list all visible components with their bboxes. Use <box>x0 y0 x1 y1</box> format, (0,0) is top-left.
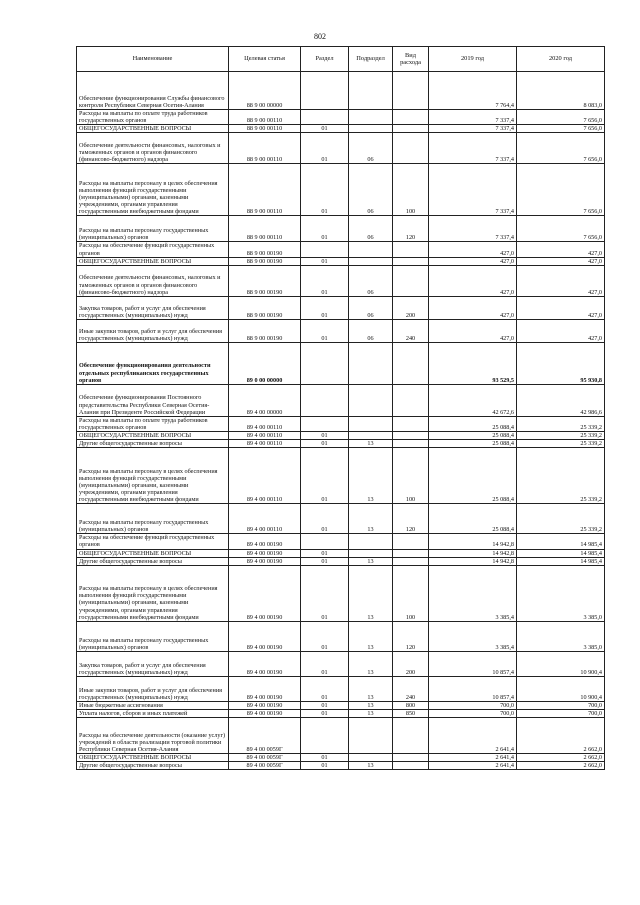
cell-2020: 42 986,6 <box>517 384 605 416</box>
cell-target-article: 89 4 00 00110 <box>229 448 301 504</box>
cell-2019: 7 337,4 <box>429 133 517 164</box>
table-row <box>77 416 605 431</box>
cell-subsection <box>349 534 393 549</box>
cell-target-article: 88 9 00 00190 <box>229 242 301 257</box>
cell-name: Расходы на выплаты персоналу государственных (муниципальных) органов <box>77 216 229 242</box>
cell-target-article: 88 9 00 00190 <box>229 265 301 296</box>
table-row <box>77 549 605 557</box>
cell-name: Расходы на обеспечение функций государственных органов <box>77 242 229 257</box>
cell-subsection: 06 <box>349 216 393 242</box>
cell-subsection: 06 <box>349 296 393 319</box>
cell-section: 01 <box>301 125 349 133</box>
cell-target-article: 88 9 00 00000 <box>229 72 301 110</box>
cell-expense-type <box>393 762 429 770</box>
cell-2020: 700,0 <box>517 709 605 717</box>
cell-name: Иные бюджетные ассигнования <box>77 701 229 709</box>
cell-2019: 25 088,4 <box>429 432 517 440</box>
cell-2019: 2 641,4 <box>429 762 517 770</box>
cell-subsection: 06 <box>349 164 393 216</box>
cell-name: Закупка товаров, работ и услуг для обеспечения государственных (муниципальных) нужд <box>77 651 229 676</box>
cell-target-article: 89 4 00 00190 <box>229 701 301 709</box>
cell-2019: 14 942,8 <box>429 557 517 565</box>
cell-2019: 10 857,4 <box>429 651 517 676</box>
header-year-2020: 2020 год <box>517 47 605 72</box>
cell-name: ОБЩЕГОСУДАРСТВЕННЫЕ ВОПРОСЫ <box>77 257 229 265</box>
cell-subsection: 13 <box>349 651 393 676</box>
cell-section: 01 <box>301 432 349 440</box>
cell-expense-type <box>393 265 429 296</box>
cell-subsection <box>349 754 393 762</box>
cell-name: Расходы на выплаты персоналу в целях обеспечения выполнения функций государственными (муниципальными) органами, казенными учреждениями, органами управления государственными внебюджетными фондами <box>77 164 229 216</box>
cell-target-article: 89 4 00 00110 <box>229 440 301 448</box>
table-row <box>77 125 605 133</box>
cell-target-article: 88 9 00 00110 <box>229 133 301 164</box>
cell-expense-type: 240 <box>393 676 429 701</box>
cell-2020: 427,0 <box>517 319 605 342</box>
cell-2019: 7 337,4 <box>429 110 517 125</box>
cell-subsection: 13 <box>349 565 393 621</box>
cell-name: Расходы на обеспечение деятельности (оказание услуг) учреждений в области реализации торговой политики Республики Северная Осетия-Алания <box>77 718 229 754</box>
cell-2019: 427,0 <box>429 296 517 319</box>
cell-name: Расходы на выплаты персоналу в целях обеспечения выполнения функций государственными (муниципальными) органами, казенными учреждениями, органами управления государственными внебюджетными фондами <box>77 448 229 504</box>
cell-expense-type <box>393 432 429 440</box>
cell-expense-type <box>393 440 429 448</box>
cell-section: 01 <box>301 709 349 717</box>
cell-subsection <box>349 257 393 265</box>
cell-2020: 2 662,0 <box>517 762 605 770</box>
cell-2020: 14 985,4 <box>517 534 605 549</box>
cell-subsection <box>349 432 393 440</box>
cell-name: Иные закупки товаров, работ и услуг для обеспечения государственных (муниципальных) нужд <box>77 676 229 701</box>
table-row <box>77 621 605 651</box>
cell-subsection: 13 <box>349 709 393 717</box>
cell-2019: 25 088,4 <box>429 504 517 534</box>
cell-section: 01 <box>301 216 349 242</box>
cell-target-article: 89 4 00 0059Г <box>229 718 301 754</box>
cell-2020: 95 930,8 <box>517 342 605 384</box>
table-row <box>77 164 605 216</box>
table-row <box>77 265 605 296</box>
cell-name: Расходы на выплаты персоналу государственных (муниципальных) органов <box>77 621 229 651</box>
cell-2019: 25 088,4 <box>429 448 517 504</box>
cell-target-article: 89 4 00 00190 <box>229 709 301 717</box>
header-year-2019: 2019 год <box>429 47 517 72</box>
cell-subsection: 13 <box>349 701 393 709</box>
cell-2019: 7 764,4 <box>429 72 517 110</box>
cell-2019: 7 337,4 <box>429 164 517 216</box>
cell-2019: 14 942,8 <box>429 549 517 557</box>
cell-section: 01 <box>301 701 349 709</box>
cell-expense-type <box>393 72 429 110</box>
cell-name: ОБЩЕГОСУДАРСТВЕННЫЕ ВОПРОСЫ <box>77 432 229 440</box>
cell-2019: 427,0 <box>429 265 517 296</box>
cell-name: Обеспечение функционирования Службы финансового контроля Республики Северная Осетия-Алания <box>77 72 229 110</box>
cell-target-article: 89 4 00 00190 <box>229 565 301 621</box>
table-row <box>77 754 605 762</box>
cell-2019: 7 337,4 <box>429 216 517 242</box>
cell-subsection: 06 <box>349 319 393 342</box>
cell-2020: 427,0 <box>517 242 605 257</box>
table-row <box>77 718 605 754</box>
cell-target-article: 89 4 00 00000 <box>229 384 301 416</box>
cell-2020: 7 656,0 <box>517 164 605 216</box>
cell-section <box>301 242 349 257</box>
cell-target-article: 89 4 00 00190 <box>229 621 301 651</box>
table-row <box>77 709 605 717</box>
cell-target-article: 88 9 00 00190 <box>229 296 301 319</box>
cell-2020: 25 339,2 <box>517 416 605 431</box>
cell-name: ОБЩЕГОСУДАРСТВЕННЫЕ ВОПРОСЫ <box>77 754 229 762</box>
cell-2019: 427,0 <box>429 257 517 265</box>
cell-2020: 10 900,4 <box>517 651 605 676</box>
cell-2019: 7 337,4 <box>429 125 517 133</box>
cell-2020: 8 083,0 <box>517 72 605 110</box>
cell-section: 01 <box>301 319 349 342</box>
table-row <box>77 432 605 440</box>
cell-target-article: 89 0 00 00000 <box>229 342 301 384</box>
cell-name: Другие общегосударственные вопросы <box>77 557 229 565</box>
cell-subsection: 13 <box>349 440 393 448</box>
cell-2020: 25 339,2 <box>517 504 605 534</box>
cell-subsection <box>349 384 393 416</box>
cell-2019: 2 641,4 <box>429 718 517 754</box>
cell-subsection <box>349 242 393 257</box>
cell-subsection: 13 <box>349 621 393 651</box>
cell-target-article: 88 9 00 00110 <box>229 216 301 242</box>
table-row <box>77 676 605 701</box>
cell-target-article: 89 4 00 00190 <box>229 557 301 565</box>
cell-section: 01 <box>301 133 349 164</box>
cell-expense-type <box>393 133 429 164</box>
cell-expense-type <box>393 549 429 557</box>
budget-table <box>76 46 605 770</box>
cell-section: 01 <box>301 651 349 676</box>
cell-section: 01 <box>301 676 349 701</box>
cell-target-article: 89 4 00 00190 <box>229 549 301 557</box>
cell-2019: 700,0 <box>429 709 517 717</box>
cell-expense-type <box>393 534 429 549</box>
cell-2020: 25 339,2 <box>517 440 605 448</box>
cell-2020: 10 900,4 <box>517 676 605 701</box>
cell-subsection <box>349 72 393 110</box>
cell-expense-type: 120 <box>393 216 429 242</box>
table-row <box>77 448 605 504</box>
table-row <box>77 216 605 242</box>
cell-2019: 427,0 <box>429 319 517 342</box>
cell-subsection: 13 <box>349 448 393 504</box>
table-row <box>77 565 605 621</box>
cell-2020: 427,0 <box>517 265 605 296</box>
table-row <box>77 651 605 676</box>
cell-target-article: 88 9 00 00190 <box>229 257 301 265</box>
cell-name: Расходы на обеспечение функций государственных органов <box>77 534 229 549</box>
cell-2019: 10 857,4 <box>429 676 517 701</box>
cell-name: Другие общегосударственные вопросы <box>77 762 229 770</box>
table-row <box>77 319 605 342</box>
table-row <box>77 133 605 164</box>
cell-2020: 427,0 <box>517 257 605 265</box>
cell-section <box>301 718 349 754</box>
cell-section: 01 <box>301 440 349 448</box>
cell-expense-type: 200 <box>393 296 429 319</box>
cell-subsection: 06 <box>349 265 393 296</box>
cell-subsection: 06 <box>349 133 393 164</box>
cell-subsection <box>349 342 393 384</box>
cell-subsection: 13 <box>349 557 393 565</box>
cell-expense-type: 800 <box>393 701 429 709</box>
table-row <box>77 257 605 265</box>
header-subsection: Подраздел <box>349 47 393 72</box>
cell-2019: 25 088,4 <box>429 440 517 448</box>
cell-2020: 7 656,0 <box>517 110 605 125</box>
cell-2020: 3 385,0 <box>517 565 605 621</box>
cell-expense-type: 100 <box>393 448 429 504</box>
cell-expense-type <box>393 384 429 416</box>
cell-subsection <box>349 125 393 133</box>
table-row <box>77 557 605 565</box>
cell-2020: 2 662,0 <box>517 754 605 762</box>
cell-expense-type <box>393 257 429 265</box>
header-target-article: Целевая статья <box>229 47 301 72</box>
cell-section <box>301 384 349 416</box>
cell-section: 01 <box>301 257 349 265</box>
cell-2019: 2 641,4 <box>429 754 517 762</box>
cell-subsection: 13 <box>349 504 393 534</box>
table-row <box>77 384 605 416</box>
cell-target-article: 89 4 00 00110 <box>229 504 301 534</box>
cell-subsection: 13 <box>349 762 393 770</box>
cell-2019: 14 942,8 <box>429 534 517 549</box>
cell-target-article: 88 9 00 00110 <box>229 125 301 133</box>
page-number: 802 <box>314 32 326 41</box>
cell-expense-type: 100 <box>393 565 429 621</box>
cell-2020: 7 656,0 <box>517 216 605 242</box>
table-row <box>77 762 605 770</box>
cell-section <box>301 342 349 384</box>
cell-2020: 14 985,4 <box>517 557 605 565</box>
cell-name: Расходы на выплаты персоналу государственных (муниципальных) органов <box>77 504 229 534</box>
cell-name: Расходы на выплаты по оплате труда работников государственных органов <box>77 416 229 431</box>
table-row <box>77 701 605 709</box>
cell-expense-type <box>393 557 429 565</box>
cell-target-article: 88 9 00 00110 <box>229 110 301 125</box>
cell-target-article: 88 9 00 00110 <box>229 164 301 216</box>
cell-section <box>301 72 349 110</box>
cell-section: 01 <box>301 762 349 770</box>
cell-section: 01 <box>301 621 349 651</box>
cell-2020: 25 339,2 <box>517 448 605 504</box>
cell-subsection <box>349 718 393 754</box>
table-row <box>77 504 605 534</box>
cell-expense-type: 120 <box>393 621 429 651</box>
cell-section: 01 <box>301 549 349 557</box>
cell-2020: 14 985,4 <box>517 549 605 557</box>
table-row <box>77 296 605 319</box>
table-row <box>77 342 605 384</box>
cell-2019: 427,0 <box>429 242 517 257</box>
cell-name: Другие общегосударственные вопросы <box>77 440 229 448</box>
table-row <box>77 440 605 448</box>
cell-2019: 3 385,4 <box>429 621 517 651</box>
cell-section: 01 <box>301 164 349 216</box>
cell-expense-type: 100 <box>393 164 429 216</box>
cell-name: ОБЩЕГОСУДАРСТВЕННЫЕ ВОПРОСЫ <box>77 125 229 133</box>
cell-name: Обеспечение деятельности финансовых, налоговых и таможенных органов и органов финансового (финансово-бюджетного) надзора <box>77 265 229 296</box>
cell-target-article: 88 9 00 00190 <box>229 319 301 342</box>
cell-section: 01 <box>301 296 349 319</box>
header-name: Наименование <box>77 47 229 72</box>
cell-2019: 93 529,5 <box>429 342 517 384</box>
header-expense-type: Вид расхода <box>393 47 429 72</box>
cell-name: Расходы на выплаты персоналу в целях обеспечения выполнения функций государственными (муниципальными) органами, казенными учреждениями, органами управления государственными внебюджетными фондами <box>77 565 229 621</box>
header-section: Раздел <box>301 47 349 72</box>
table-row <box>77 110 605 125</box>
cell-section <box>301 110 349 125</box>
cell-section: 01 <box>301 565 349 621</box>
cell-section: 01 <box>301 557 349 565</box>
cell-target-article: 89 4 00 00110 <box>229 416 301 431</box>
cell-section <box>301 534 349 549</box>
cell-subsection <box>349 416 393 431</box>
cell-name: Обеспечение функционирования Постоянного представительства Республики Северная Осетия-Алания при Президенте Российской Федерации <box>77 384 229 416</box>
cell-subsection <box>349 110 393 125</box>
cell-2019: 42 672,6 <box>429 384 517 416</box>
cell-section: 01 <box>301 265 349 296</box>
cell-2020: 3 385,0 <box>517 621 605 651</box>
cell-name: ОБЩЕГОСУДАРСТВЕННЫЕ ВОПРОСЫ <box>77 549 229 557</box>
cell-expense-type <box>393 125 429 133</box>
cell-subsection <box>349 549 393 557</box>
cell-2019: 25 088,4 <box>429 416 517 431</box>
cell-expense-type: 850 <box>393 709 429 717</box>
cell-expense-type: 240 <box>393 319 429 342</box>
cell-2020: 7 656,0 <box>517 133 605 164</box>
cell-expense-type: 200 <box>393 651 429 676</box>
cell-2019: 3 385,4 <box>429 565 517 621</box>
cell-2020: 427,0 <box>517 296 605 319</box>
cell-target-article: 89 4 00 0059Г <box>229 754 301 762</box>
cell-expense-type: 120 <box>393 504 429 534</box>
cell-name: Расходы на выплаты по оплате труда работников государственных органов <box>77 110 229 125</box>
cell-expense-type <box>393 718 429 754</box>
cell-2020: 700,0 <box>517 701 605 709</box>
cell-section: 01 <box>301 448 349 504</box>
table-header-row <box>77 47 605 72</box>
cell-name: Закупка товаров, работ и услуг для обеспечения государственных (муниципальных) нужд <box>77 296 229 319</box>
cell-target-article: 89 4 00 0059Г <box>229 762 301 770</box>
cell-2020: 2 662,0 <box>517 718 605 754</box>
table-row <box>77 534 605 549</box>
cell-target-article: 89 4 00 00110 <box>229 432 301 440</box>
cell-target-article: 89 4 00 00190 <box>229 651 301 676</box>
cell-name: Иные закупки товаров, работ и услуг для обеспечения государственных (муниципальных) нужд <box>77 319 229 342</box>
cell-2019: 700,0 <box>429 701 517 709</box>
table-row <box>77 72 605 110</box>
cell-expense-type <box>393 242 429 257</box>
cell-expense-type <box>393 416 429 431</box>
cell-2020: 25 339,2 <box>517 432 605 440</box>
cell-name: Уплата налогов, сборов и иных платежей <box>77 709 229 717</box>
cell-target-article: 89 4 00 00190 <box>229 534 301 549</box>
cell-name: Обеспечение деятельности финансовых, налоговых и таможенных органов и органов финансового (финансово-бюджетного) надзора <box>77 133 229 164</box>
cell-2020: 7 656,0 <box>517 125 605 133</box>
cell-expense-type <box>393 754 429 762</box>
cell-expense-type <box>393 342 429 384</box>
cell-target-article: 89 4 00 00190 <box>229 676 301 701</box>
cell-section: 01 <box>301 504 349 534</box>
cell-expense-type <box>393 110 429 125</box>
cell-name: Обеспечение функционирования деятельности отдельных республиканских государственных органов <box>77 342 229 384</box>
cell-section: 01 <box>301 754 349 762</box>
cell-section <box>301 416 349 431</box>
table-row <box>77 242 605 257</box>
cell-subsection: 13 <box>349 676 393 701</box>
